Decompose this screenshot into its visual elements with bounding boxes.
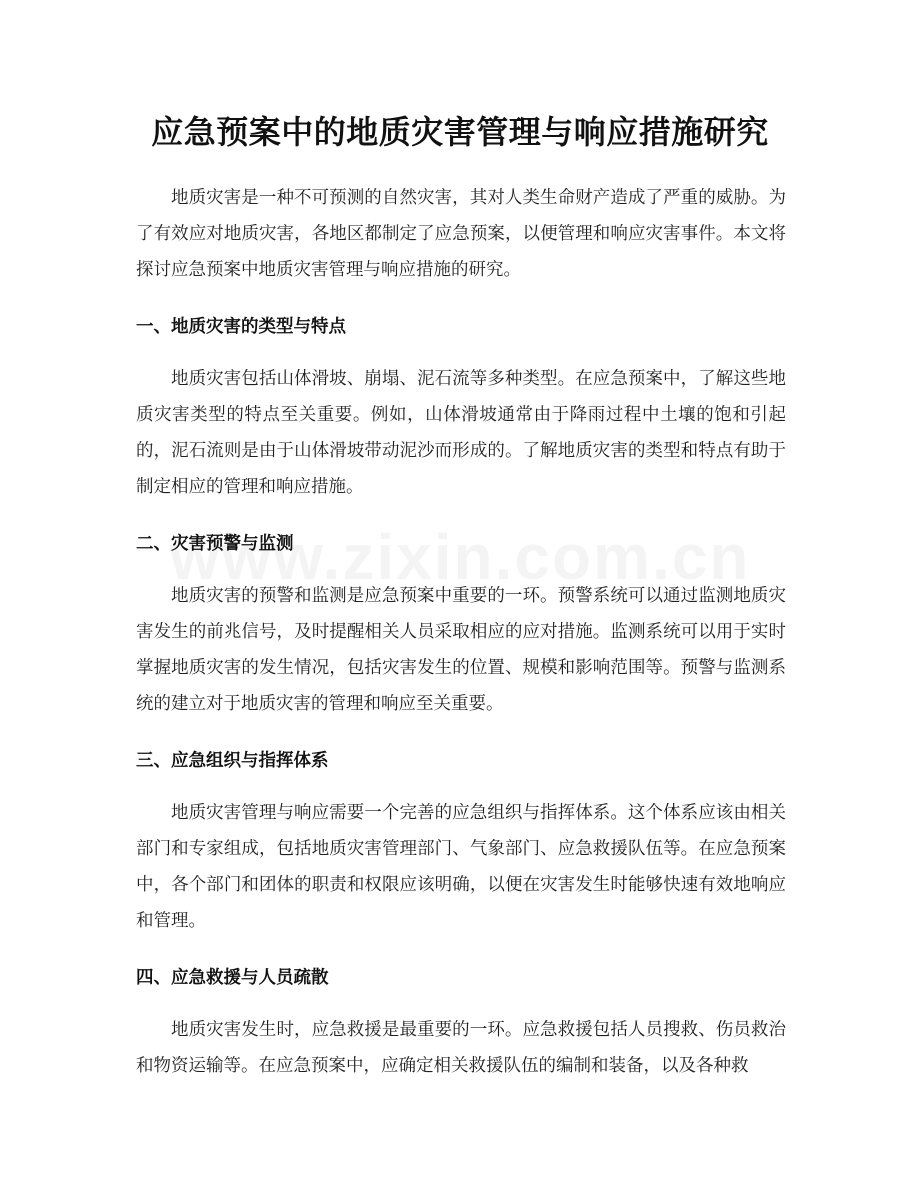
section-heading-2: 二、灾害预警与监测 bbox=[136, 534, 294, 554]
section-heading-3: 三、应急组织与指挥体系 bbox=[136, 751, 329, 771]
section-heading-1: 一、地质灾害的类型与特点 bbox=[136, 317, 346, 337]
document-body bbox=[136, 180, 786, 1084]
section-paragraph-2: 地质灾害的预警和监测是应急预案中重要的一环。预警系统可以通过监测地质灾害发生的前兆信号，及时提醒相关人员采取相应的应对措施。监测系统可以用于实时掌握地质灾害的发生情况，包括灾害发生的位置、规模和影响范围等。预警与监测系统的建立对于地质灾害的管理和响应至关重要。 bbox=[136, 586, 786, 714]
section-paragraph-4: 地质灾害发生时，应急救援是最重要的一环。应急救援包括人员搜救、伤员救治和物资运输等。在应急预案中，应确定相关救援队伍的编制和装备，以及各种救 bbox=[136, 1020, 786, 1076]
section-paragraph-3: 地质灾害管理与响应需要一个完善的应急组织与指挥体系。这个体系应该由相关部门和专家组成，包括地质灾害管理部门、气象部门、应急救援队伍等。在应急预案中，各个部门和团体的职责和权限应该明确，以便在灾害发生时能够快速有效地响应和管理。 bbox=[136, 803, 786, 931]
section-heading-4: 四、应急救援与人员疏散 bbox=[136, 968, 329, 988]
document-title: 应急预案中的地质灾害管理与响应措施研究 bbox=[151, 113, 769, 151]
section-paragraph-1: 地质灾害包括山体滑坡、崩塌、泥石流等多种类型。在应急预案中，了解这些地质灾害类型的特点至关重要。例如，山体滑坡通常由于降雨过程中土壤的饱和引起的，泥石流则是由于山体滑坡带动泥沙而形成的。了解地质灾害的类型和特点有助于制定相应的管理和响应措施。 bbox=[136, 369, 786, 497]
intro-paragraph: 地质灾害是一种不可预测的自然灾害，其对人类生命财产造成了严重的威胁。为了有效应对地质灾害，各地区都制定了应急预案，以便管理和响应灾害事件。本文将探讨应急预案中地质灾害管理与响应措施的研究。 bbox=[136, 188, 786, 280]
